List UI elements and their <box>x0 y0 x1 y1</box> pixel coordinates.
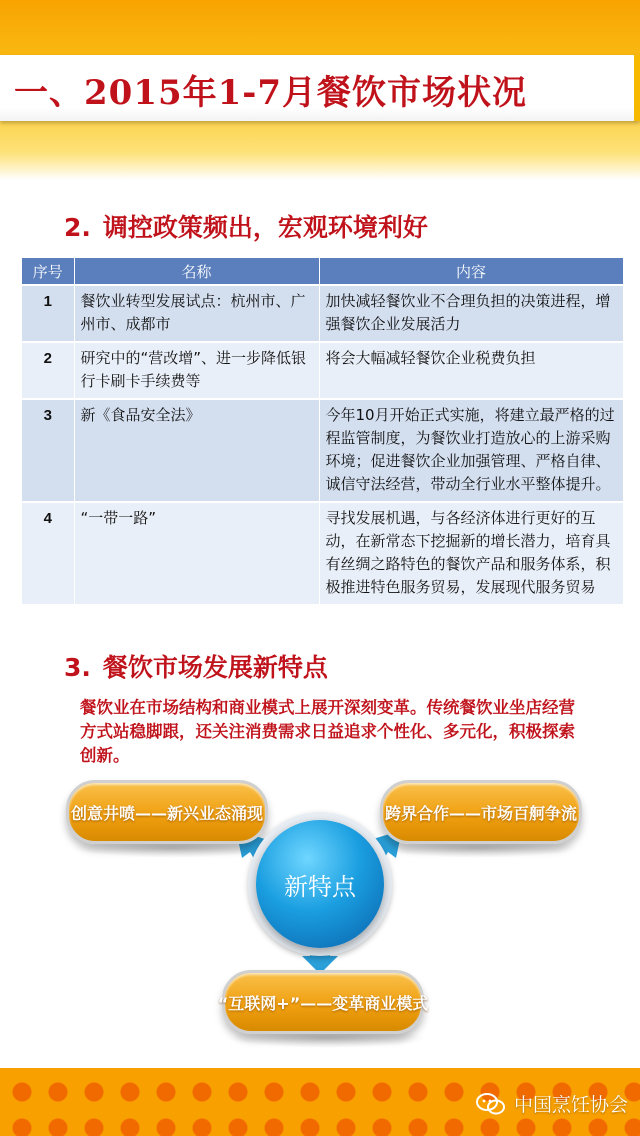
row-name: 餐饮业转型发展试点：杭州市、广州市、成都市 <box>74 285 319 342</box>
row-content: 今年10月开始正式实施，将建立最严格的过程监管制度，为餐饮业打造放心的上游采购环境；促进餐饮企业加强管理、严格自律、诚信守法经营，带动全行业水平整体提升。 <box>319 399 623 502</box>
section-3-heading <box>64 648 328 684</box>
title-accent <box>634 55 640 121</box>
section-3-intro: 餐饮业在市场结构和商业模式上展开深刻变革。传统餐饮业坐店经营方式站稳脚跟，还关注消费需求日益追求个性化、多元化，积极探索创新。 <box>80 698 575 765</box>
feature-bottom-label: “互联网+”——变革商业模式 <box>217 993 429 1013</box>
center-circle <box>256 820 384 948</box>
title-bar <box>0 55 640 121</box>
table-header-num: 序号 <box>22 258 74 285</box>
row-num: 1 <box>22 285 74 342</box>
row-num: 2 <box>22 342 74 399</box>
row-name: “一带一路” <box>74 502 319 605</box>
table-row <box>22 502 623 605</box>
watermark-text: 中国烹饪协会 <box>513 1094 628 1116</box>
policy-table <box>22 258 624 606</box>
section-2-number: 2. <box>64 213 91 242</box>
row-content: 寻找发展机遇，与各经济体进行更好的互动，在新常态下挖掘新的增长潜力，培育具有丝绸之路特色的餐饮产品和服务体系，积极推进特色服务贸易，发展现代服务贸易 <box>319 502 623 605</box>
row-content: 将会大幅减轻餐饮企业税费负担 <box>319 342 623 399</box>
row-content: 加快减轻餐饮业不合理负担的决策进程，增强餐饮企业发展活力 <box>319 285 623 342</box>
table-row <box>22 399 623 502</box>
watermark <box>476 1090 628 1117</box>
section-2-heading <box>64 208 428 244</box>
table-header-name: 名称 <box>74 258 319 285</box>
table-header-row <box>22 258 623 285</box>
table-row <box>22 342 623 399</box>
center-label: 新特点 <box>284 872 356 901</box>
section-2-title: 调控政策频出，宏观环境利好 <box>102 213 428 242</box>
feature-pill-bottom <box>217 970 429 1034</box>
row-num: 3 <box>22 399 74 502</box>
feature-left-label: 创意井喷——新兴业态涌现 <box>70 803 263 823</box>
row-num: 4 <box>22 502 74 605</box>
page-title: 一、2015年1-7月餐饮市场状况 <box>14 73 528 113</box>
feature-pill-left <box>66 780 268 844</box>
table-header-content: 内容 <box>319 258 623 285</box>
row-name: 新《食品安全法》 <box>74 399 319 502</box>
section-3-number: 3. <box>64 653 91 682</box>
feature-right-label: 跨界合作——市场百舸争流 <box>384 803 577 823</box>
wechat-icon <box>476 1092 506 1116</box>
table-row <box>22 285 623 342</box>
feature-pill-right <box>380 780 582 844</box>
row-name: 研究中的“营改增”、进一步降低银行卡刷卡手续费等 <box>74 342 319 399</box>
section-3-title: 餐饮市场发展新特点 <box>102 653 328 682</box>
